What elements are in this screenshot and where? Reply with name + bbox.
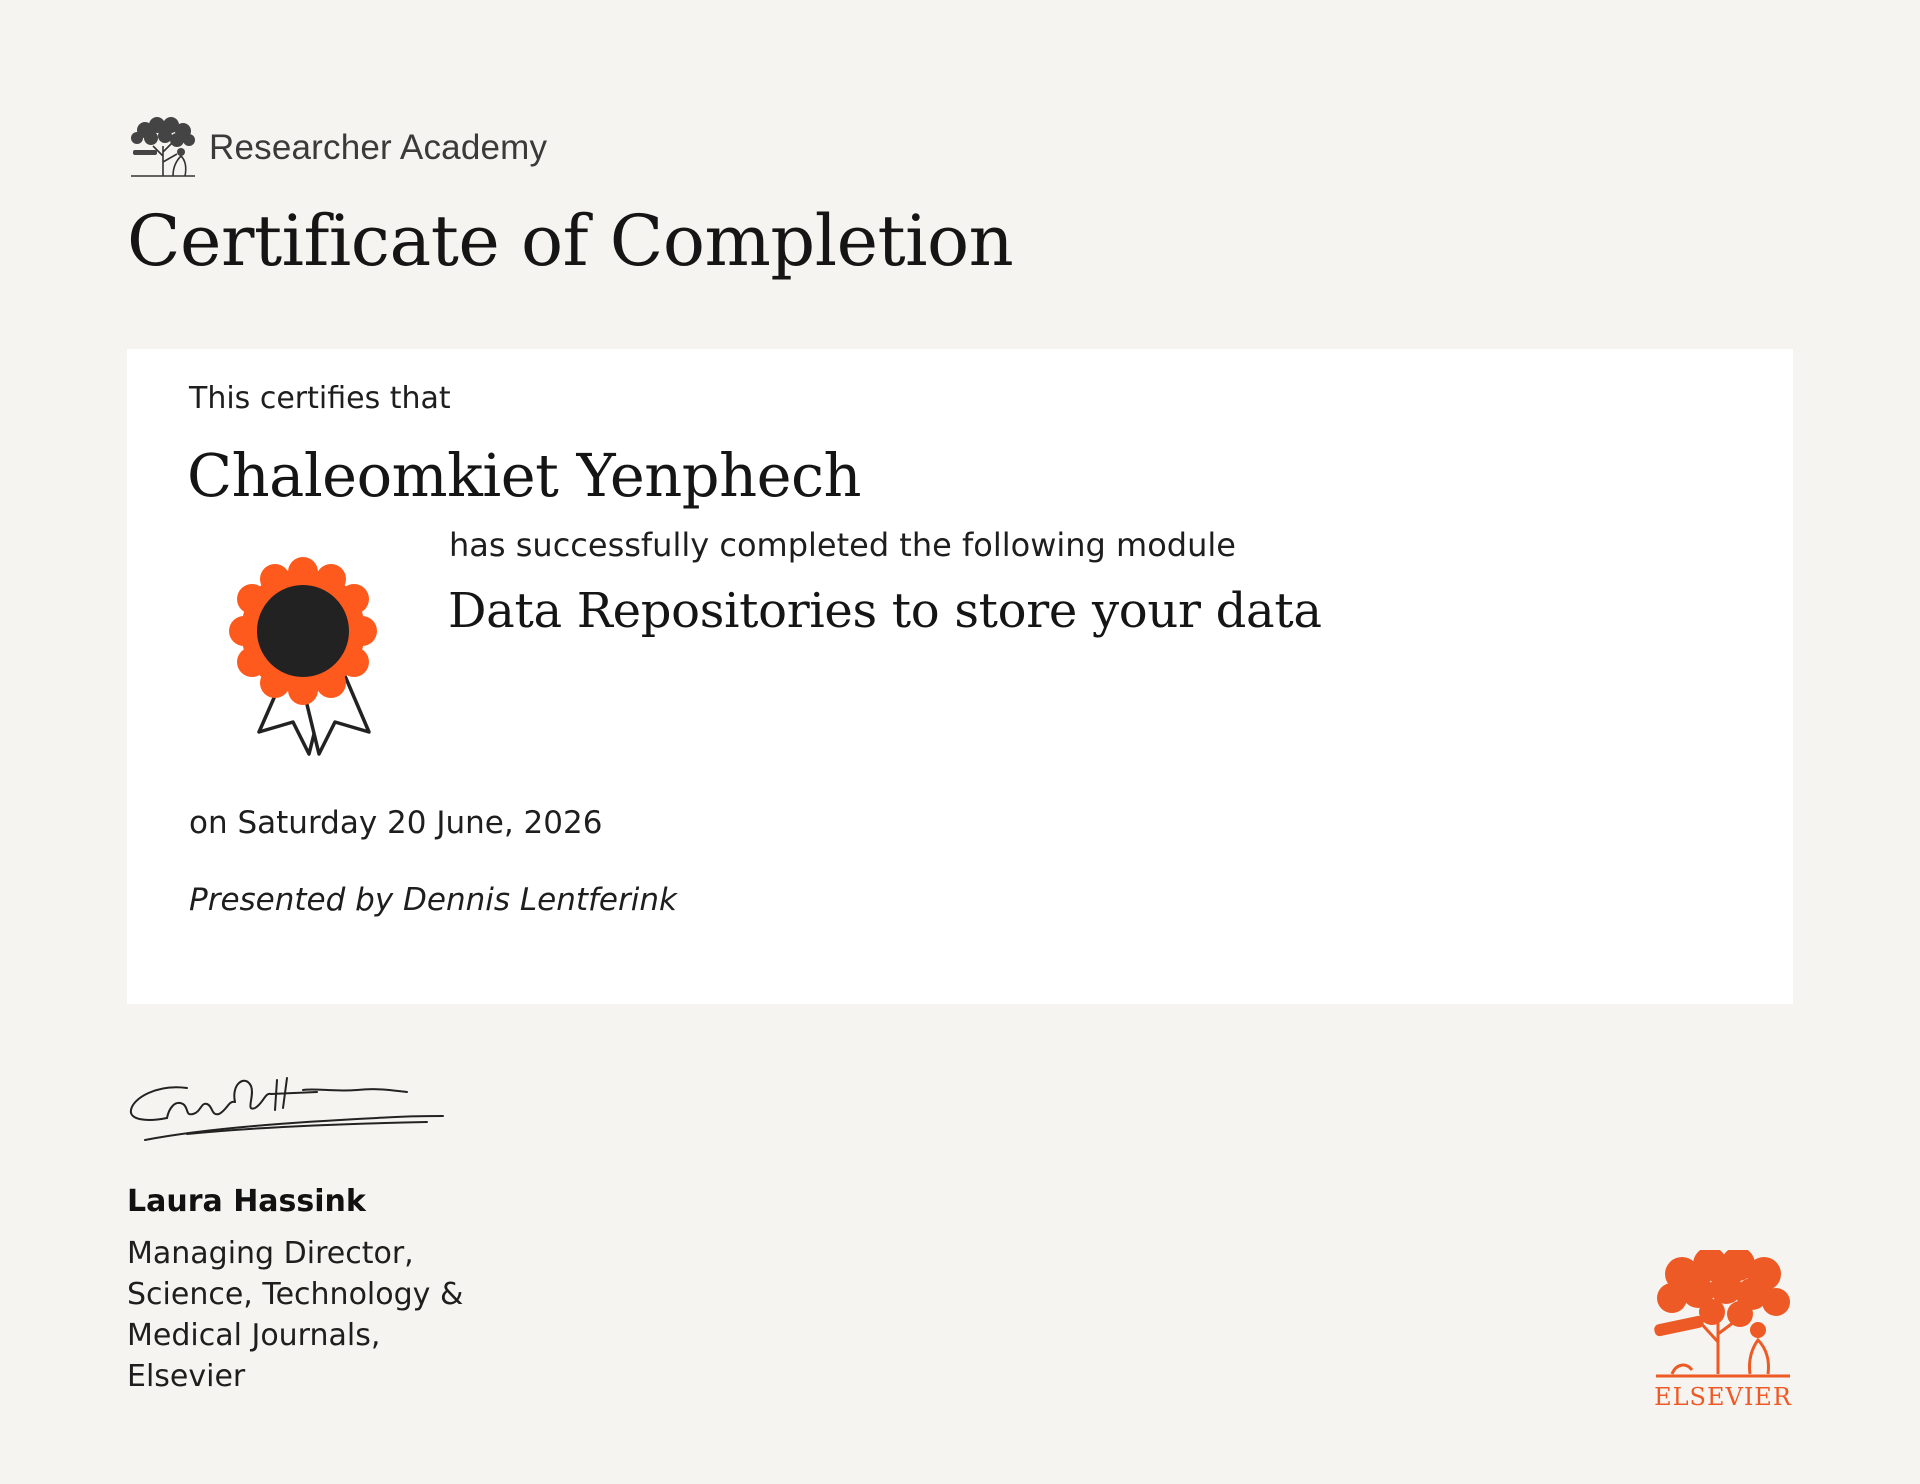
brand-name: Researcher Academy <box>209 128 548 167</box>
signer-role <box>127 1233 463 1397</box>
module-title: Data Repositories to store your data <box>448 583 1322 639</box>
brand-header <box>127 116 547 180</box>
certificate-title: Certificate of Completion <box>127 200 1014 282</box>
completion-date: on Saturday 20 June, 2026 <box>189 805 603 841</box>
recipient-name: Chaleomkiet Yenphech <box>187 441 862 510</box>
completed-text: has successfully completed the following module <box>449 526 1236 564</box>
signature-image <box>127 1070 447 1160</box>
elsevier-tree-icon <box>127 116 199 180</box>
elsevier-wordmark: ELSEVIER <box>1654 1383 1792 1411</box>
signer-role-line: Science, Technology & <box>127 1277 464 1312</box>
certificate-card <box>127 349 1793 1004</box>
signer-role-line: Managing Director, <box>127 1236 414 1271</box>
signer-role-line: Elsevier <box>127 1359 246 1394</box>
signer-name: Laura Hassink <box>127 1184 366 1219</box>
presented-by: Presented by Dennis Lentferink <box>189 882 677 918</box>
signer-role-line: Medical Journals, <box>127 1318 381 1353</box>
award-rosette-icon <box>223 554 383 759</box>
certifies-text: This certifies that <box>189 381 451 416</box>
